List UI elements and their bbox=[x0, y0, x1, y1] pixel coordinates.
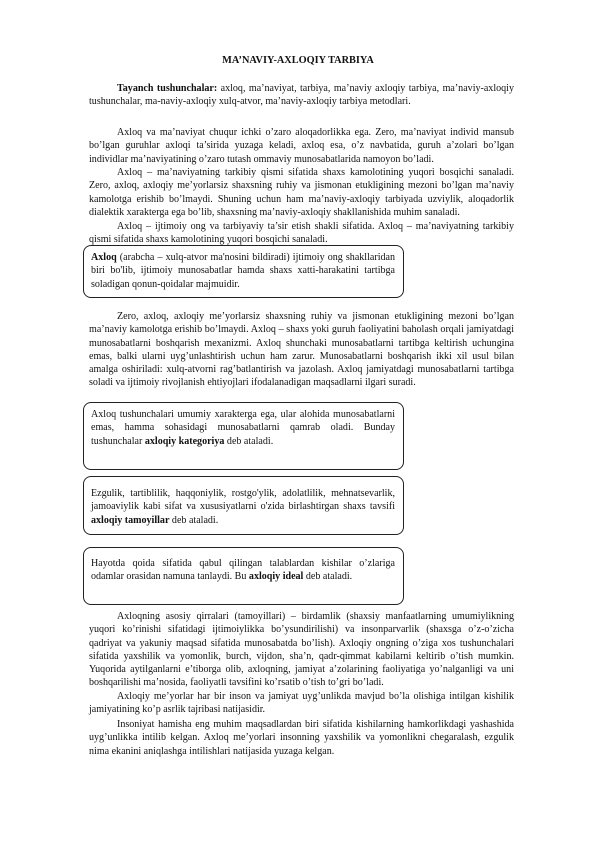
definition-body: (arabcha – xulq-atvor ma'nosini bildiradi) ijtimoiy ong shakllaridan biri bo'lib, ijtimoiy munosabatlar hamda shaxs xatti-harakatini tartibga soladigan qonun-qoidalar majmuidir. bbox=[91, 252, 395, 290]
key-concepts-paragraph bbox=[89, 82, 514, 109]
page-title: MA’NAVIY-AXLOQIY TARBIYA bbox=[222, 55, 374, 66]
principles-tail: deb ataladi. bbox=[169, 514, 219, 526]
paragraph-4: Zero, axloq, axloqiy me’yorlarsiz shaxsning ruhiy va jismonan etukligining mezoni bo’lgan ma’naviy kamolotga erishib bo’lmaydi. Axloq – shaxs yoki guruh faoliyatini baholash orqali jamiyatdagi munosabatlarni boshqarish mexanizmi. Axloq shunchaki munosabatlarni tartibga keltirish uchungina emas, balki ularni uyg’unlashtirish uchun ham zarur. Munosabatlarni boshqarish ikki xil usul bilan amalga oshiriladi: xulq-atvorni rag’batlantirish va jazolash. Axloq jamiyatdagi munosabatlarni tartibga soladi va ijtimoiy rivojlanish ehtiyojlari ifodalanadigan maqsadlarni ilgari suradi. bbox=[89, 311, 514, 389]
paragraph-3: Axloq – ijtimoiy ong va tarbiyaviy ta’sir etish shakli sifatida. Axloq – ma’naviyatning tarkibiy qismi sifatida shaxs kamolotining yuqori bosqichi sanaladi. bbox=[89, 221, 514, 246]
principles-body: Ezgulik, tartiblilik, haqqoniylik, rostgo'ylik, adolatlilik, mehnatsevarlik, jamoaviylik kabi sifat va xususiyatlarni o'zida birlashtirgan shaxs tavsifi bbox=[91, 488, 395, 513]
category-body: Axloq tushunchalari umumiy xarakterga ega, ular alohida munosabatlarni emas, hamma sohasidagi munosabatlarni qamrab oladi. Bunday tushunchalar bbox=[91, 409, 395, 447]
principles-term: axloqiy tamoyillar bbox=[91, 514, 170, 526]
definition-box-principles bbox=[83, 476, 404, 535]
paragraph-5: Axloqning asosiy qirralari (tamoyillari) – birdamlik (shaxsiy manfaatlarning umumiylikning yuqori ko’rinishi sifatidagi ijtimoiylikka bo’ysundirilishi) va insonparvarlik (shaxsga o’z-o’zicha qadriyat va yakuniy maqsad sifatida munosabatda bo’lish). Axloqiy ongning o’ziga xos tushunchalari sifatida yaxshilik va yomonlik, burch, vijdon, sha’n, qadr-qimmat kabilarni keltirib o’tish mumkin. Yuqorida aytilganlarni e’tiborga olib, axloqning, jamiyat a’zolarining faoliyatiga yo’nalganligi va uni boshqarilishi ma’nosida, faoliyatli tavsifini ko’rsatib o’tish to’gri bo’ladi. bbox=[89, 611, 514, 689]
paragraph-6: Axloqiy me’yorlar har bir inson va jamiyat uyg’unlikda mavjud bo’la olishiga intilgan kishilik jamiyatining ko’p asrlik tajribasi natijasidir. bbox=[89, 691, 514, 716]
definition-box-category-text bbox=[91, 408, 395, 448]
definition-box-ideal-text bbox=[91, 557, 395, 584]
key-concepts-label: Tayanch tushunchalar: bbox=[117, 83, 218, 94]
key-concepts-text: axloq, ma’naviyat, tarbiya, ma’naviy axloqiy tarbiya, ma’naviy-axloqiy tushunchalar, ma-naviy-axloqiy xulq-atvor, ma’naviy-axloqiy tarbiya metodlari. bbox=[89, 83, 514, 108]
definition-box-category bbox=[83, 402, 404, 470]
definition-term: Axloq bbox=[91, 252, 117, 263]
category-term: axloqiy kategoriya bbox=[144, 435, 225, 447]
ideal-term: axloqiy ideal bbox=[248, 571, 304, 583]
definition-box-principles-text bbox=[91, 487, 395, 527]
paragraph-2: Axloq – ma’naviyatning tarkibiy qismi sifatida shaxs kamolotining yuqori bosqichi sanaladi. Zero, axloq, axloqiy me’yorlarsiz shaxsning ruhiy va jismonan etukligining mezoni bo’lgan ma’naviy kamolotga erishib bo’lmaydi. Shuning uchun ham ma’naviy-axloqiy tarbiyada uzviylik, aloqadorlik dialektik xarakterga ega bo’lib, shaxsning ma’naviy-axloqiy shakllanishida muhim sanaladi. bbox=[89, 167, 514, 218]
definition-box-axloq bbox=[83, 245, 404, 298]
paragraph-7: Insoniyat hamisha eng muhim maqsadlardan biri sifatida kishilarning hamkorlikdagi yashashida uyg’unlikka intilib kelgan. Axloq me’yorlari insonning yaxshilik va yomonlikni chegaralash, ezgulik nima ekanini aniqlashga intilishlari natijasida yuzaga kelgan. bbox=[89, 719, 514, 757]
ideal-body: Hayotda qoida sifatida qabul qilingan talablardan kishilar o’zlariga odamlar orasidan namuna tanlaydi. Bu bbox=[91, 558, 395, 583]
ideal-tail: deb ataladi. bbox=[303, 571, 353, 583]
category-tail: deb ataladi. bbox=[224, 435, 274, 447]
definition-box-ideal bbox=[83, 547, 404, 605]
paragraph-1: Axloq va ma’naviyat chuqur ichki o’zaro aloqadorlikka ega. Zero, ma’naviyat individ mansub bo’lgan guruhlar axloqi ta’sirida yuzaga keladi, axloq esa, o’z navbatida, guruh a’zolari bo’lgan individlar ma’naviyatining o’zaro tutash ommaviy munosabatlarida namoyon bo’ladi. bbox=[89, 127, 514, 165]
definition-box-axloq-text bbox=[91, 251, 395, 291]
